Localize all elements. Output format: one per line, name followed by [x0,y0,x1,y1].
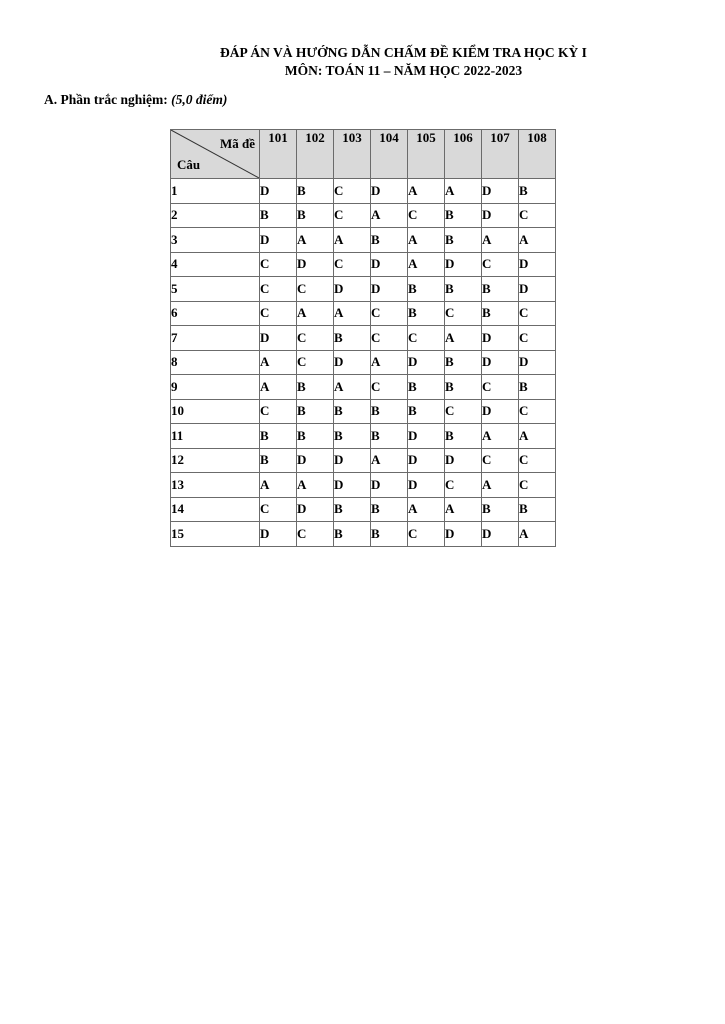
answer-cell: C [334,203,371,228]
answer-cell: B [334,424,371,449]
answer-cell: C [297,522,334,547]
exam-code-header: Mã đề [219,136,255,151]
document-title: ĐÁP ÁN VÀ HƯỚNG DẪN CHẤM ĐỀ KIỂM TRA HỌC KỲ I [220,45,587,60]
answer-cell: A [371,350,408,375]
answer-cell: C [519,203,556,228]
question-number: 8 [171,350,260,375]
answer-cell: A [297,301,334,326]
question-number: 13 [171,473,260,498]
answer-cell: B [408,375,445,400]
answer-cell: D [371,252,408,277]
answer-cell: D [334,448,371,473]
answer-cell: D [519,252,556,277]
table-row [171,252,556,277]
question-number: 14 [171,497,260,522]
table-row [171,399,556,424]
question-number: 15 [171,522,260,547]
answer-cell: D [334,277,371,302]
exam-code-103: 103 [334,130,371,179]
answer-cell: A [519,424,556,449]
answer-cell: C [260,497,297,522]
answer-cell: D [371,473,408,498]
question-header: Câu [177,157,201,172]
answer-cell: D [482,326,519,351]
answer-cell: C [297,277,334,302]
answer-key-table [170,129,556,547]
answer-cell: A [482,228,519,253]
answer-cell: B [408,277,445,302]
question-number: 3 [171,228,260,253]
section-heading [44,92,227,108]
answer-cell: A [260,473,297,498]
exam-code-108: 108 [519,130,556,179]
answer-cell: B [482,277,519,302]
answer-cell: D [482,350,519,375]
answer-cell: C [445,301,482,326]
answer-cell: D [260,326,297,351]
table-header-row [171,130,556,179]
answer-cell: D [519,277,556,302]
answer-cell: B [519,497,556,522]
document-subtitle: MÔN: TOÁN 11 – NĂM HỌC 2022-2023 [284,63,523,78]
answer-cell: D [445,522,482,547]
answer-cell: A [408,228,445,253]
table-row [171,277,556,302]
answer-cell: D [482,522,519,547]
answer-cell: C [408,326,445,351]
answer-cell: B [334,399,371,424]
answer-cell: B [445,228,482,253]
answer-cell: D [408,448,445,473]
answer-cell: D [482,399,519,424]
answer-cell: C [371,375,408,400]
answer-cell: D [297,448,334,473]
answer-cell: C [519,473,556,498]
table-row [171,301,556,326]
answer-cell: A [260,350,297,375]
question-number: 1 [171,179,260,204]
answer-cell: A [445,326,482,351]
question-number: 2 [171,203,260,228]
answer-cell: D [482,203,519,228]
answer-cell: D [445,252,482,277]
answer-cell: D [297,252,334,277]
answer-cell: B [519,375,556,400]
exam-code-104: 104 [371,130,408,179]
answer-cell: D [297,497,334,522]
answer-cell: C [445,473,482,498]
answer-cell: B [445,375,482,400]
answer-cell: C [260,252,297,277]
answer-cell: B [297,424,334,449]
question-number: 9 [171,375,260,400]
answer-cell: B [297,375,334,400]
answer-cell: B [482,497,519,522]
answer-cell: C [408,522,445,547]
answer-cell: B [445,424,482,449]
answer-cell: A [408,179,445,204]
answer-cell: C [371,326,408,351]
answer-cell: C [519,448,556,473]
answer-cell: C [445,399,482,424]
answer-cell: D [445,448,482,473]
answer-cell: C [519,399,556,424]
question-number: 6 [171,301,260,326]
answer-cell: D [334,350,371,375]
answer-cell: C [408,203,445,228]
answer-cell: A [408,497,445,522]
answer-cell: C [482,448,519,473]
exam-code-101: 101 [260,130,297,179]
answer-cell: B [297,203,334,228]
answer-cell: B [260,448,297,473]
section-points: (5,0 điểm) [171,92,228,107]
answer-cell: D [408,350,445,375]
question-number: 12 [171,448,260,473]
question-number: 7 [171,326,260,351]
answer-cell: C [297,350,334,375]
answer-cell: C [334,252,371,277]
question-number: 10 [171,399,260,424]
table-row [171,203,556,228]
answer-cell: D [334,473,371,498]
answer-cell: D [371,179,408,204]
answer-cell: A [334,228,371,253]
answer-cell: B [334,497,371,522]
answer-cell: D [371,277,408,302]
exam-code-105: 105 [408,130,445,179]
answer-cell: D [260,522,297,547]
table-row [171,179,556,204]
answer-cell: B [334,522,371,547]
answer-cell: B [445,277,482,302]
answer-cell: B [371,522,408,547]
table-row [171,326,556,351]
answer-cell: B [408,399,445,424]
question-number: 11 [171,424,260,449]
table-row [171,522,556,547]
answer-cell: B [260,424,297,449]
answer-cell: B [260,203,297,228]
answer-cell: B [297,399,334,424]
exam-code-102: 102 [297,130,334,179]
answer-cell: A [482,473,519,498]
table-row [171,424,556,449]
answer-cell: A [519,522,556,547]
answer-cell: C [519,326,556,351]
answer-cell: C [260,277,297,302]
answer-cell: B [408,301,445,326]
answer-cell: C [260,399,297,424]
table-row [171,350,556,375]
answer-cell: A [297,473,334,498]
answer-cell: B [334,326,371,351]
answer-cell: A [519,228,556,253]
answer-cell: A [482,424,519,449]
answer-cell: A [334,301,371,326]
answer-cell: A [445,497,482,522]
answer-cell: A [334,375,371,400]
table-row [171,473,556,498]
table-row [171,448,556,473]
answer-cell: A [371,448,408,473]
question-number: 5 [171,277,260,302]
answer-cell: A [371,203,408,228]
answer-cell: A [408,252,445,277]
answer-cell: A [445,179,482,204]
answer-cell: B [371,228,408,253]
answer-table-body [171,179,556,547]
answer-cell: B [519,179,556,204]
answer-cell: B [297,179,334,204]
answer-cell: C [371,301,408,326]
table-row [171,497,556,522]
answer-cell: D [482,179,519,204]
section-label: A. Phần trắc nghiệm: [44,92,168,107]
answer-cell: B [371,497,408,522]
answer-cell: A [260,375,297,400]
answer-cell: D [519,350,556,375]
answer-cell: D [408,473,445,498]
exam-code-106: 106 [445,130,482,179]
answer-cell: B [445,350,482,375]
answer-cell: B [371,424,408,449]
answer-cell: C [519,301,556,326]
corner-header-cell [171,130,260,179]
question-number: 4 [171,252,260,277]
answer-cell: C [482,252,519,277]
answer-cell: C [260,301,297,326]
answer-cell: D [260,228,297,253]
answer-cell: C [334,179,371,204]
answer-cell: C [482,375,519,400]
answer-cell: D [408,424,445,449]
answer-cell: C [297,326,334,351]
exam-code-107: 107 [482,130,519,179]
answer-cell: A [297,228,334,253]
answer-cell: B [371,399,408,424]
answer-cell: D [260,179,297,204]
answer-cell: B [445,203,482,228]
answer-cell: B [482,301,519,326]
table-row [171,375,556,400]
table-row [171,228,556,253]
